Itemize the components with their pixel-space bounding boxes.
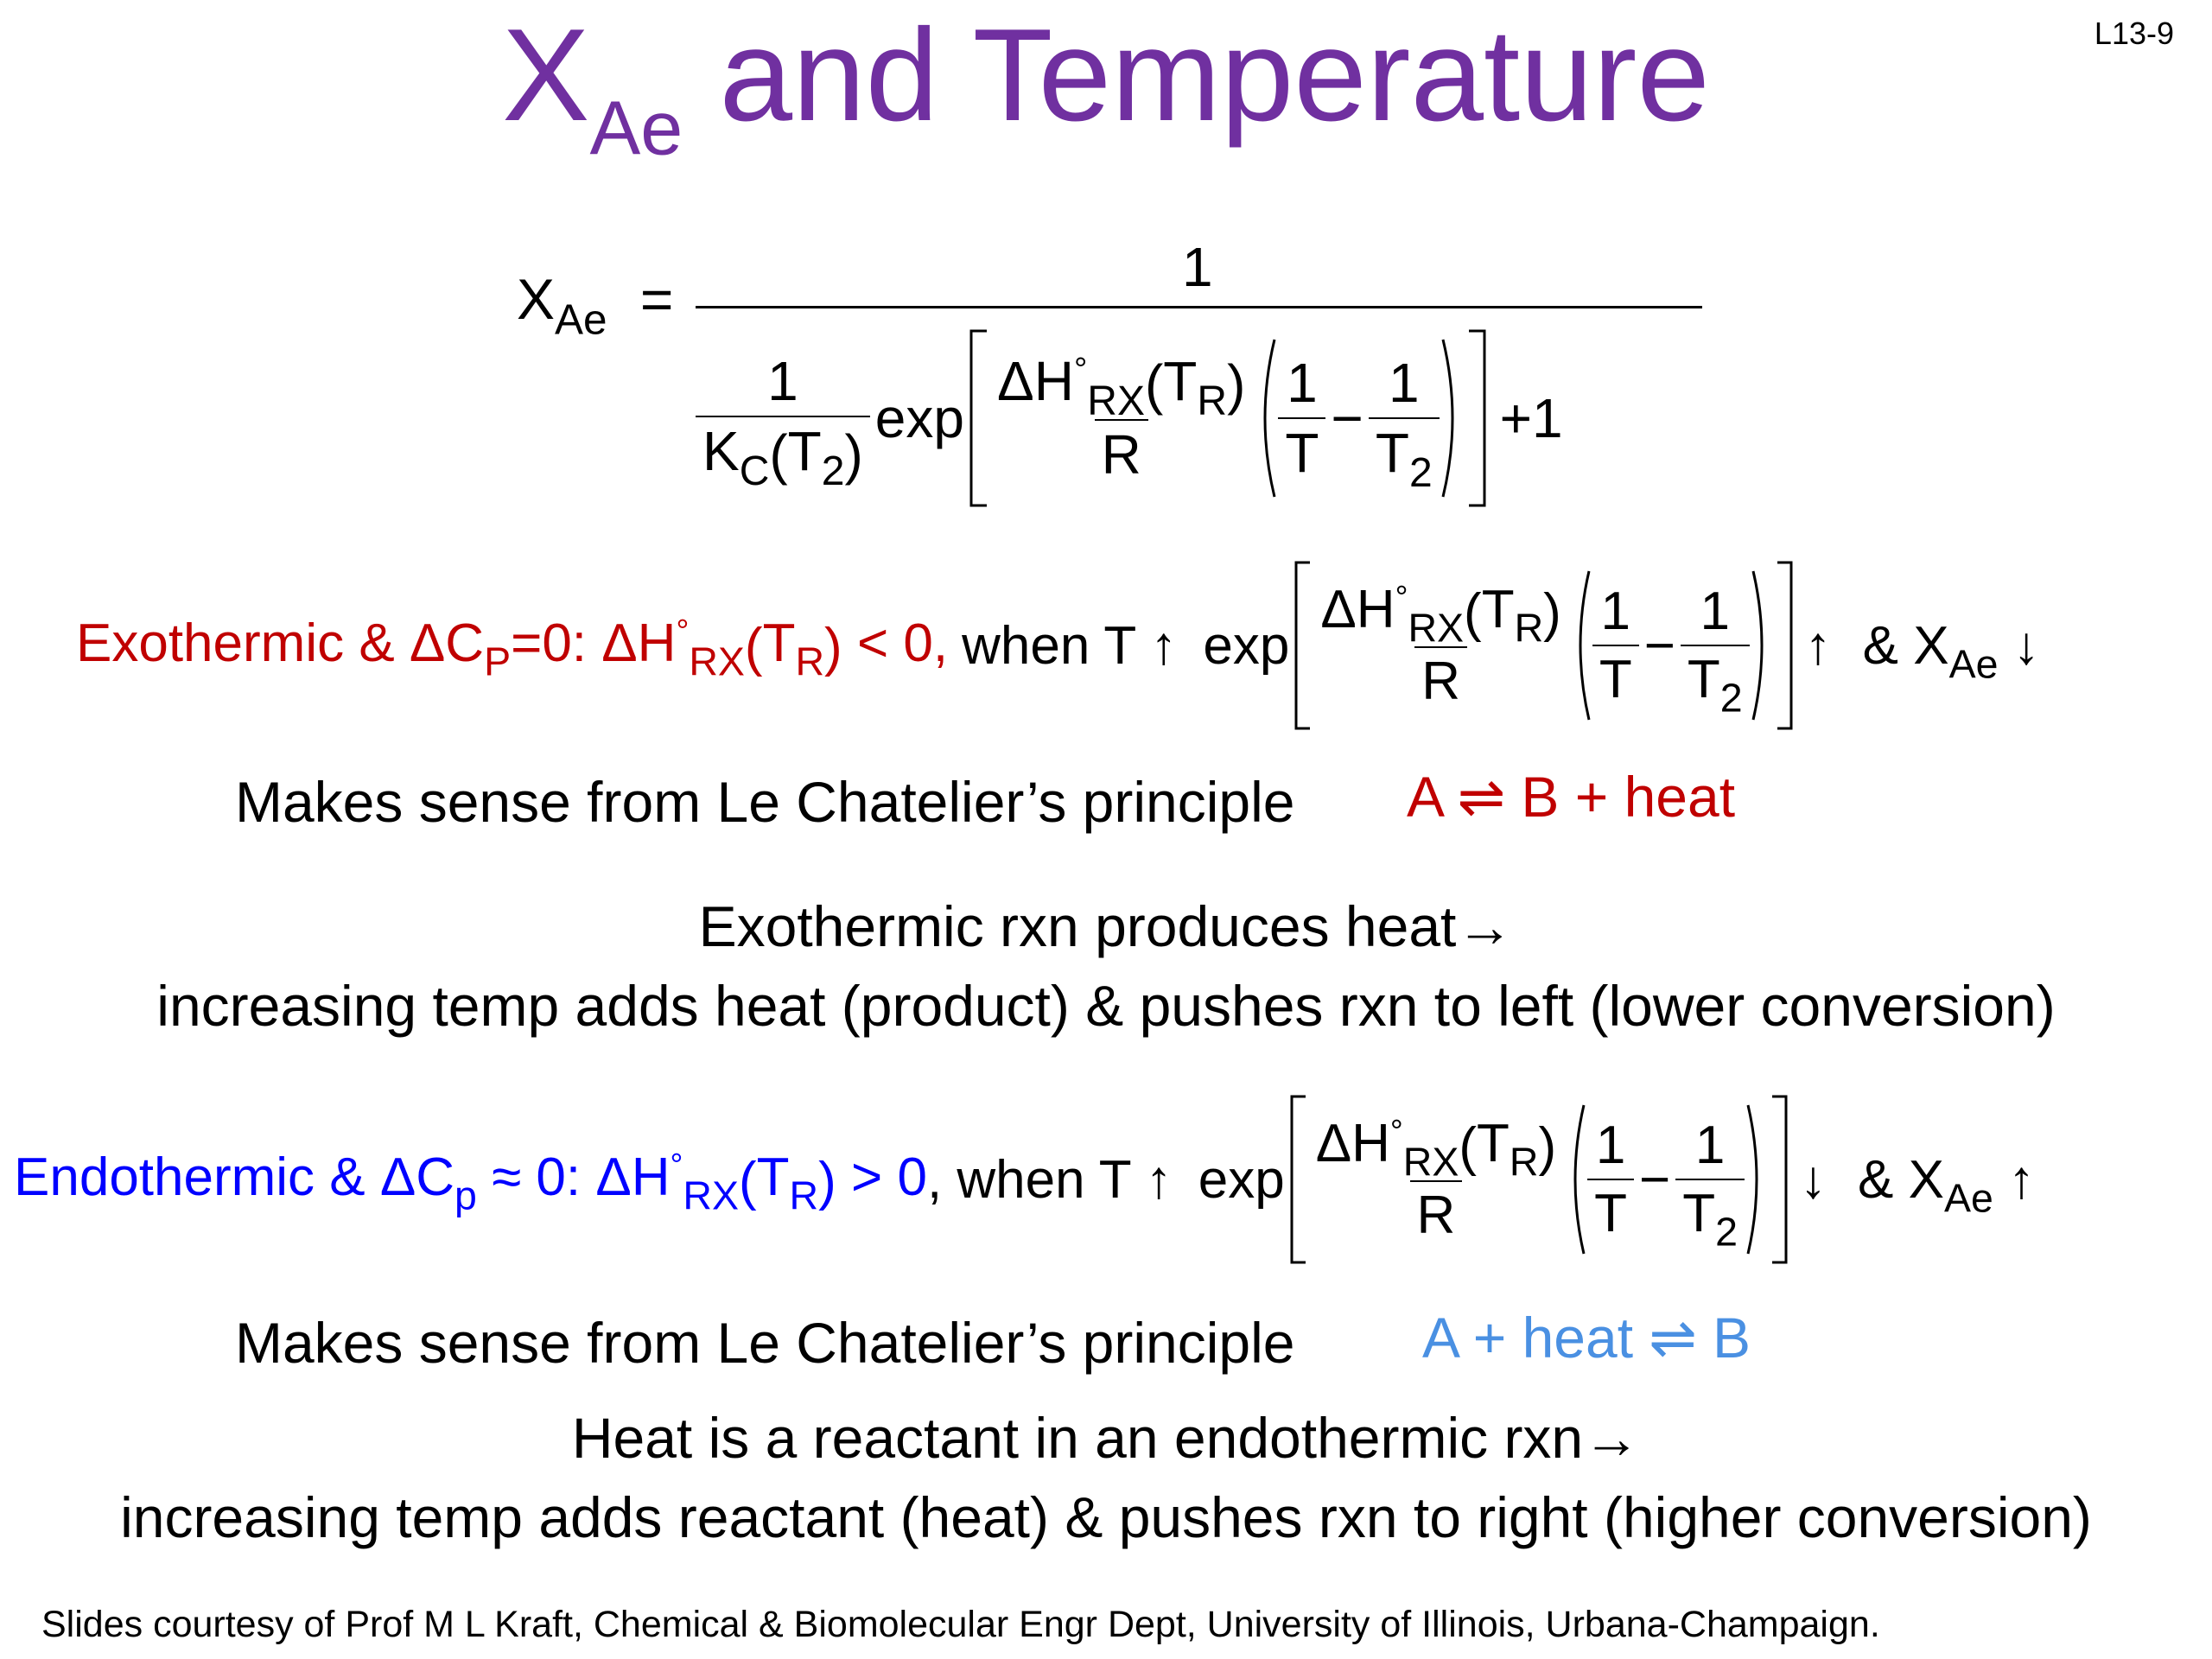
equation-lhs: $X_{Ae}$ = xyxy=(517,267,674,344)
endo-explain-line-1: Heat is a reactant in an endothermic rxn→ xyxy=(571,1406,1641,1470)
right-paren xyxy=(1440,336,1465,500)
inv-t-fraction: $\frac{1}{T}$ xyxy=(1278,354,1325,482)
left-paren xyxy=(1568,568,1592,723)
right-bracket xyxy=(1465,327,1491,509)
equation-numerator: 1 xyxy=(1182,236,1213,298)
endo-principle-text: Makes sense from Le Chatelier’s principle xyxy=(235,1311,1295,1375)
endo-explain-line-2: increasing temp adds reactant (heat) & pushes rxn to right (higher conversion) xyxy=(120,1485,2092,1549)
exothermic-when: when T ↑ xyxy=(962,615,1178,676)
left-bracket xyxy=(1285,1093,1309,1266)
endothermic-row: Endothermic & $\Delta C_p \approx 0$: $\Delta H^\circ_{RX}(T_R) > 0$ , when T ↑ exp $\frac{\Delta H^\circ_{RX}(T_R)}{R}$ $\frac{1}{T}$ − $\frac{1}{T_2}$ ↓ & $X_{Ae}$ ↑ xyxy=(14,1089,2035,1270)
endothermic-exp: exp xyxy=(1198,1149,1285,1210)
right-bracket xyxy=(1769,1093,1793,1266)
slide-number: L13-9 xyxy=(2094,16,2174,51)
dh-fraction: $\frac{\Delta H^\circ_{RX}(T_R)}{R}$ xyxy=(1320,578,1561,712)
inv-t-fraction: $\frac{1}{T}$ xyxy=(1587,1117,1634,1242)
left-bracket xyxy=(1289,559,1313,732)
exo-principle-text: Makes sense from Le Chatelier’s principle xyxy=(235,770,1295,834)
endothermic-when: , when T ↑ xyxy=(926,1149,1173,1210)
exothermic-exp-arrow: ↑ xyxy=(1804,615,1832,676)
inv-t2-fraction: $\frac{1}{T_2}$ xyxy=(1675,1117,1745,1242)
equation-fraction-bar xyxy=(696,306,1702,308)
left-paren xyxy=(1563,1102,1587,1257)
exothermic-row: Exothermic & $\Delta C_P=0$: $\Delta H^\circ_{RX}(T_R) < 0$, when T ↑ exp $\frac{\Delta H^\circ_{RX}(T_R)}{R}$ $\frac{1}{T}$ − $\frac{1}{T_2}$ ↑ & $X_{Ae}$ ↓ xyxy=(76,555,2040,736)
exo-explain-line-1: Exothermic rxn produces heat→ xyxy=(698,894,1514,958)
right-paren xyxy=(1745,1102,1769,1257)
page-title: $X_{Ae}$ and Temperature xyxy=(502,2,1710,171)
dh-fraction: $\frac{\Delta H^\circ_{RX}(T_R)}{R}$ xyxy=(1315,1112,1557,1246)
right-bracket xyxy=(1774,559,1798,732)
footer-credit: Slides courtesy of Prof M L Kraft, Chemical & Biomolecular Engr Dept, University of Illinois, Urbana-Champaign. xyxy=(41,1604,1880,1645)
dh-fraction: $\frac{\Delta H^\circ_{RX}(T_R)}{R}$ xyxy=(996,349,1246,486)
left-paren xyxy=(1252,336,1278,500)
left-bracket xyxy=(964,327,990,509)
kc-fraction: $\frac{1}{K_C(T_2)}$ xyxy=(696,353,870,485)
exothermic-exp: exp xyxy=(1203,615,1290,676)
exothermic-condition: Exothermic & $\Delta C_P=0$: $\Delta H^\circ_{RX}(T_R) < 0$, xyxy=(76,613,949,684)
inv-t2-fraction: $\frac{1}{T_2}$ xyxy=(1369,354,1440,482)
inv-t2-fraction: $\frac{1}{T_2}$ xyxy=(1681,583,1750,708)
right-paren xyxy=(1750,568,1774,723)
endo-reaction: A + heat ⇌ B xyxy=(1422,1306,1751,1370)
endothermic-condition: Endothermic & $\Delta C_p \approx 0$: $\Delta H^\circ_{RX}(T_R) > 0$ xyxy=(14,1147,927,1218)
endothermic-conversion: & $X_{Ae}$ ↑ xyxy=(1858,1149,2036,1220)
inv-t-fraction: $\frac{1}{T}$ xyxy=(1592,583,1639,708)
equation-denominator: $\frac{1}{K_C(T_2)}$ exp $\frac{\Delta H^\circ_{RX}(T_R)}{R}$ $\frac{1}{T}$ − $\frac{1}{T_2}$ +1 xyxy=(696,327,1563,510)
endothermic-exp-arrow: ↓ xyxy=(1800,1149,1827,1210)
exo-explain-line-2: increasing temp adds heat (product) & pushes rxn to left (lower conversion) xyxy=(156,974,2056,1038)
exothermic-conversion: & $X_{Ae}$ ↓ xyxy=(1862,615,2040,686)
exo-reaction: A ⇌ B + heat xyxy=(1407,765,1736,829)
